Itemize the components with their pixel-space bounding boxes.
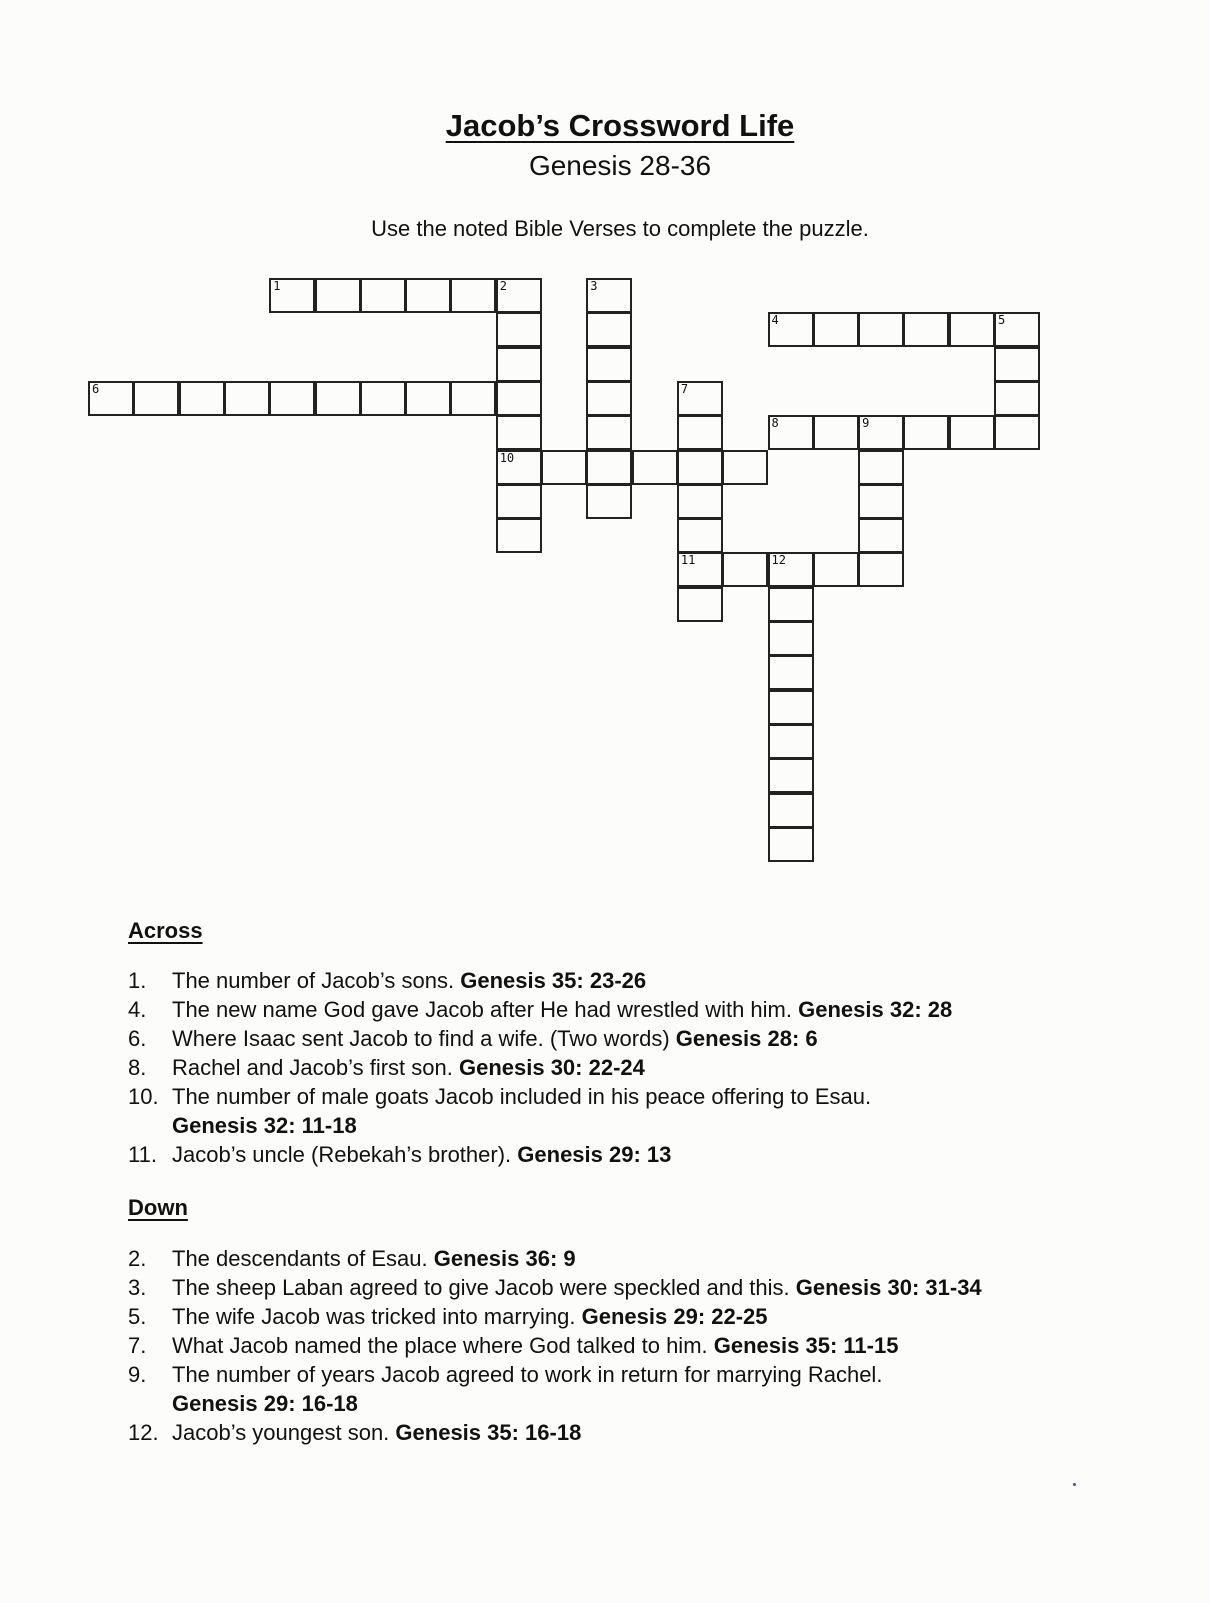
crossword-cell[interactable] bbox=[586, 450, 632, 485]
crossword-cell[interactable] bbox=[224, 381, 270, 416]
crossword-cell[interactable] bbox=[586, 381, 632, 416]
clue-text: The new name God gave Jacob after He had wrestled with him. bbox=[172, 997, 792, 1022]
crossword-cell[interactable] bbox=[768, 827, 814, 862]
crossword-cell[interactable] bbox=[903, 312, 949, 347]
clue-reference: Genesis 36: 9 bbox=[433, 1246, 576, 1271]
crossword-cell[interactable] bbox=[677, 552, 723, 587]
crossword-cell[interactable] bbox=[496, 312, 542, 347]
clue-text: The descendants of Esau. bbox=[172, 1246, 428, 1271]
crossword-cell[interactable] bbox=[496, 450, 542, 485]
crossword-cell[interactable] bbox=[994, 312, 1040, 347]
crossword-cell[interactable] bbox=[450, 278, 496, 313]
crossword-cell[interactable] bbox=[858, 552, 904, 587]
cell-number: 10 bbox=[499, 450, 515, 465]
crossword-cell[interactable] bbox=[496, 347, 542, 382]
crossword-cell[interactable] bbox=[768, 793, 814, 828]
across-clue bbox=[128, 1082, 952, 1111]
crossword-cell[interactable] bbox=[858, 312, 904, 347]
crossword-cell[interactable] bbox=[632, 450, 678, 485]
down-clue bbox=[128, 1418, 982, 1447]
crossword-cell[interactable] bbox=[496, 484, 542, 519]
crossword-cell[interactable] bbox=[858, 415, 904, 450]
clue-reference: Genesis 29: 13 bbox=[517, 1142, 672, 1167]
crossword-cell[interactable] bbox=[677, 381, 723, 416]
crossword-cell[interactable] bbox=[586, 278, 632, 313]
crossword-cell[interactable] bbox=[949, 312, 995, 347]
crossword-cell[interactable] bbox=[858, 450, 904, 485]
clue-number: 2. bbox=[128, 1246, 147, 1271]
crossword-cell[interactable] bbox=[496, 278, 542, 313]
crossword-cell[interactable] bbox=[269, 381, 315, 416]
crossword-cell[interactable] bbox=[133, 381, 179, 416]
crossword-cell[interactable] bbox=[768, 415, 814, 450]
crossword-cell[interactable] bbox=[360, 381, 406, 416]
crossword-cell[interactable] bbox=[360, 278, 406, 313]
across-clue bbox=[128, 1140, 952, 1169]
clue-reference: Genesis 35: 16-18 bbox=[395, 1420, 582, 1445]
across-clue bbox=[128, 1053, 952, 1082]
clue-text: Jacob’s youngest son. bbox=[172, 1420, 390, 1445]
crossword-cell[interactable] bbox=[677, 450, 723, 485]
across-clues bbox=[128, 966, 952, 1169]
crossword-cell[interactable] bbox=[768, 312, 814, 347]
clue-reference: Genesis 30: 31-34 bbox=[795, 1275, 982, 1300]
cell-number: 2 bbox=[499, 279, 507, 293]
clue-number: 4. bbox=[128, 997, 147, 1022]
crossword-cell[interactable] bbox=[405, 278, 451, 313]
crossword-cell[interactable] bbox=[586, 347, 632, 382]
clue-number: 8. bbox=[128, 1055, 147, 1080]
crossword-cell[interactable] bbox=[586, 484, 632, 519]
crossword-cell[interactable] bbox=[768, 655, 814, 690]
scan-speck bbox=[1073, 1483, 1076, 1486]
puzzle-title: Jacob’s Crossword Life bbox=[445, 108, 795, 143]
crossword-cell[interactable] bbox=[858, 518, 904, 553]
crossword-cell[interactable] bbox=[768, 552, 814, 587]
clue-reference: Genesis 30: 22-24 bbox=[458, 1055, 645, 1080]
down-clue bbox=[128, 1302, 982, 1331]
cell-number: 12 bbox=[771, 553, 786, 568]
clue-reference: Genesis 28: 6 bbox=[675, 1026, 818, 1051]
clue-number: 9. bbox=[128, 1362, 147, 1387]
crossword-cell[interactable] bbox=[949, 415, 995, 450]
clue-reference: Genesis 35: 23-26 bbox=[460, 968, 647, 993]
clue-number: 7. bbox=[128, 1333, 147, 1358]
crossword-cell[interactable] bbox=[677, 518, 723, 553]
crossword-cell[interactable] bbox=[586, 312, 632, 347]
down-clue bbox=[128, 1331, 982, 1360]
cell-number: 8 bbox=[771, 416, 779, 431]
clue-text: The number of Jacob’s sons. bbox=[172, 968, 455, 993]
crossword-cell[interactable] bbox=[768, 690, 814, 725]
crossword-cell[interactable] bbox=[586, 415, 632, 450]
down-clue-continuation bbox=[128, 1389, 982, 1418]
clue-reference: Genesis 29: 22-25 bbox=[581, 1304, 768, 1329]
instructions: Use the noted Bible Verses to complete the puzzle. bbox=[371, 216, 869, 241]
crossword-cell[interactable] bbox=[858, 484, 904, 519]
cell-number: 1 bbox=[273, 279, 281, 293]
crossword-cell[interactable] bbox=[813, 312, 859, 347]
crossword-cell[interactable] bbox=[768, 621, 814, 656]
crossword-cell[interactable] bbox=[768, 724, 814, 759]
crossword-cell[interactable] bbox=[269, 278, 315, 313]
crossword-cell[interactable] bbox=[496, 415, 542, 450]
crossword-cell[interactable] bbox=[315, 278, 361, 313]
crossword-cell[interactable] bbox=[541, 450, 587, 485]
puzzle-subtitle: Genesis 28-36 bbox=[528, 150, 712, 181]
clue-number: 3. bbox=[128, 1275, 147, 1300]
down-clue bbox=[128, 1244, 982, 1273]
clue-number: 10. bbox=[128, 1084, 159, 1109]
cell-number: 11 bbox=[680, 553, 696, 568]
clue-number: 11. bbox=[128, 1142, 157, 1167]
across-clue bbox=[128, 966, 952, 995]
clue-number: 12. bbox=[128, 1420, 159, 1445]
across-clue bbox=[128, 995, 952, 1024]
crossword-cell[interactable] bbox=[994, 415, 1040, 450]
cell-number: 5 bbox=[998, 313, 1006, 328]
clue-text: The number of years Jacob agreed to work in return for marrying Rachel. bbox=[172, 1362, 883, 1387]
crossword-cell[interactable] bbox=[496, 518, 542, 553]
crossword-cell[interactable] bbox=[722, 552, 768, 587]
cell-number: 7 bbox=[680, 381, 689, 396]
across-heading: Across bbox=[128, 918, 203, 943]
clue-reference: Genesis 32: 28 bbox=[798, 997, 953, 1022]
clue-reference: Genesis 35: 11-15 bbox=[713, 1333, 899, 1358]
crossword-cell[interactable] bbox=[813, 415, 859, 450]
crossword-cell[interactable] bbox=[994, 381, 1040, 416]
clue-text: Rachel and Jacob’s first son. bbox=[172, 1055, 453, 1080]
crossword-cell[interactable] bbox=[813, 552, 859, 587]
down-heading: Down bbox=[128, 1195, 188, 1220]
crossword-cell[interactable] bbox=[768, 758, 814, 793]
clue-text: The sheep Laban agreed to give Jacob were speckled and this. bbox=[172, 1275, 790, 1300]
crossword-cell[interactable] bbox=[405, 381, 451, 416]
crossword-cell[interactable] bbox=[496, 381, 542, 416]
clue-text: The wife Jacob was tricked into marrying. bbox=[172, 1304, 576, 1329]
clue-number: 6. bbox=[128, 1026, 147, 1051]
down-clue bbox=[128, 1273, 982, 1302]
clue-reference: Genesis 32: 11-18 bbox=[172, 1113, 357, 1138]
crossword-cell[interactable] bbox=[315, 381, 361, 416]
clue-text: Where Isaac sent Jacob to find a wife. (Two words) bbox=[172, 1026, 670, 1051]
crossword-cell[interactable] bbox=[88, 381, 134, 416]
crossword-cell[interactable] bbox=[677, 415, 723, 450]
cell-number: 3 bbox=[590, 279, 598, 293]
cell-number: 9 bbox=[862, 416, 870, 431]
crossword-cell[interactable] bbox=[179, 381, 225, 416]
clue-number: 1. bbox=[128, 968, 147, 993]
crossword-cell[interactable] bbox=[722, 450, 768, 485]
crossword-cell[interactable] bbox=[677, 484, 723, 519]
crossword-cell[interactable] bbox=[768, 587, 814, 622]
crossword-cell[interactable] bbox=[994, 347, 1040, 382]
cell-number: 4 bbox=[771, 313, 779, 328]
clue-text: The number of male goats Jacob included in his peace offering to Esau. bbox=[172, 1084, 872, 1109]
cell-number: 6 bbox=[92, 381, 100, 396]
clue-text: Jacob’s uncle (Rebekah’s brother). bbox=[172, 1142, 512, 1167]
clue-reference: Genesis 29: 16-18 bbox=[172, 1391, 358, 1416]
clue-text: What Jacob named the place where God talked to him. bbox=[172, 1333, 708, 1358]
down-clues bbox=[128, 1244, 982, 1447]
crossword-cell[interactable] bbox=[903, 415, 949, 450]
crossword-cell[interactable] bbox=[677, 587, 723, 622]
clue-number: 5. bbox=[128, 1304, 147, 1329]
across-clue-continuation bbox=[128, 1111, 952, 1140]
down-clue bbox=[128, 1360, 982, 1389]
crossword-cell[interactable] bbox=[450, 381, 496, 416]
across-clue bbox=[128, 1024, 952, 1053]
